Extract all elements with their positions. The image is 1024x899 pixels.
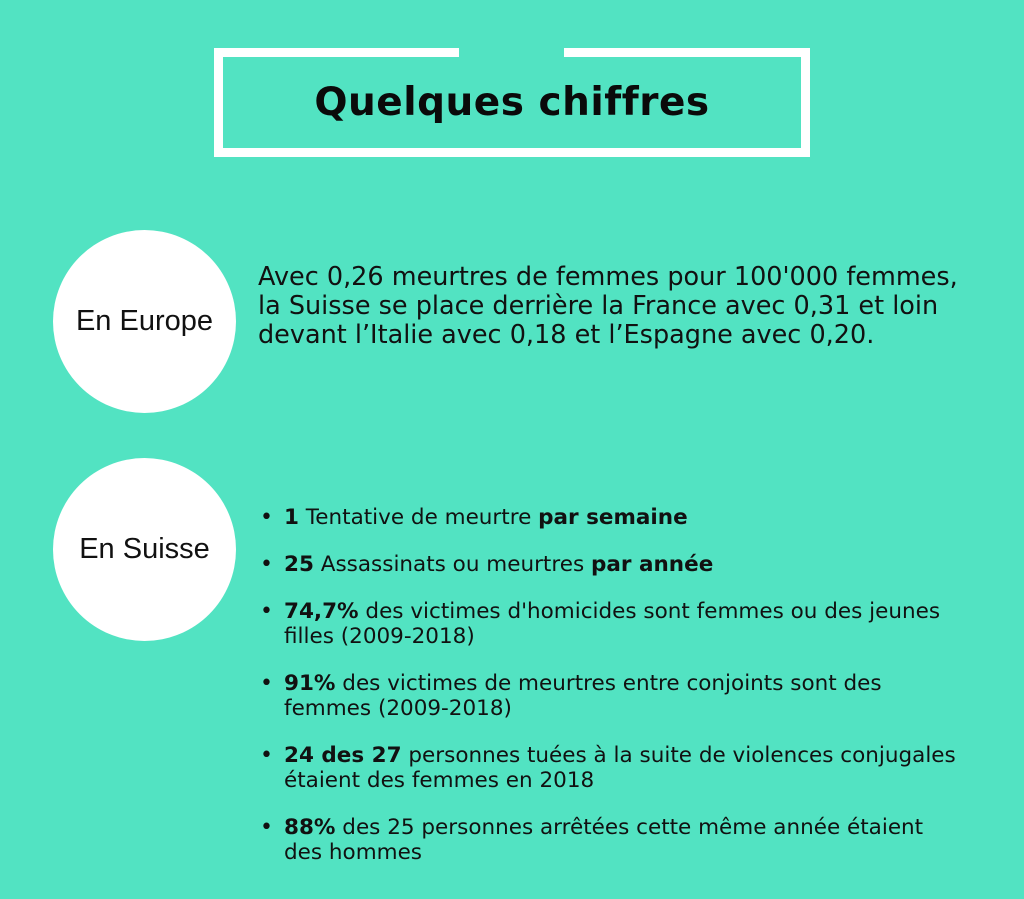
fact-text: Tentative de meurtre: [298, 505, 539, 530]
europe-label: En Europe: [75, 305, 214, 337]
list-item: [258, 599, 958, 649]
list-item: [258, 671, 958, 721]
fact-number: 1: [284, 505, 299, 530]
europe-badge: [53, 230, 236, 413]
list-item: [258, 505, 958, 530]
europe-text: Avec 0,26 meurtres de femmes pour 100'000 femmes, la Suisse se place derrière la France avec 0,31 et loin devant l’Italie avec 0,18 et l’Espagne avec 0,20.: [258, 262, 958, 350]
fact-number: 88%: [284, 815, 336, 840]
fact-emphasis: par semaine: [538, 505, 688, 530]
fact-text: des 25 personnes arrêtées cette même année étaient des hommes: [284, 815, 924, 865]
fact-number: 74,7%: [284, 599, 359, 624]
suisse-facts-list: [258, 505, 958, 887]
fact-text: Assassinats ou meurtres: [313, 552, 591, 577]
fact-text: des victimes de meurtres entre conjoints sont des femmes (2009-2018): [284, 671, 882, 721]
list-item: [258, 743, 958, 793]
fact-text: des victimes d'homicides sont femmes ou des jeunes filles (2009-2018): [284, 599, 941, 649]
fact-number: 91%: [284, 671, 336, 696]
page-title: Quelques chiffres: [314, 80, 710, 125]
list-item: [258, 552, 958, 577]
fact-number: 24 des 27: [284, 743, 402, 768]
fact-number: 25: [284, 552, 314, 577]
suisse-badge: [53, 458, 236, 641]
fact-text: personnes tuées à la suite de violences conjugales étaient des femmes en 2018: [284, 743, 956, 793]
list-item: [258, 815, 958, 865]
fact-emphasis: par année: [591, 552, 714, 577]
suisse-label: En Suisse: [79, 533, 210, 565]
